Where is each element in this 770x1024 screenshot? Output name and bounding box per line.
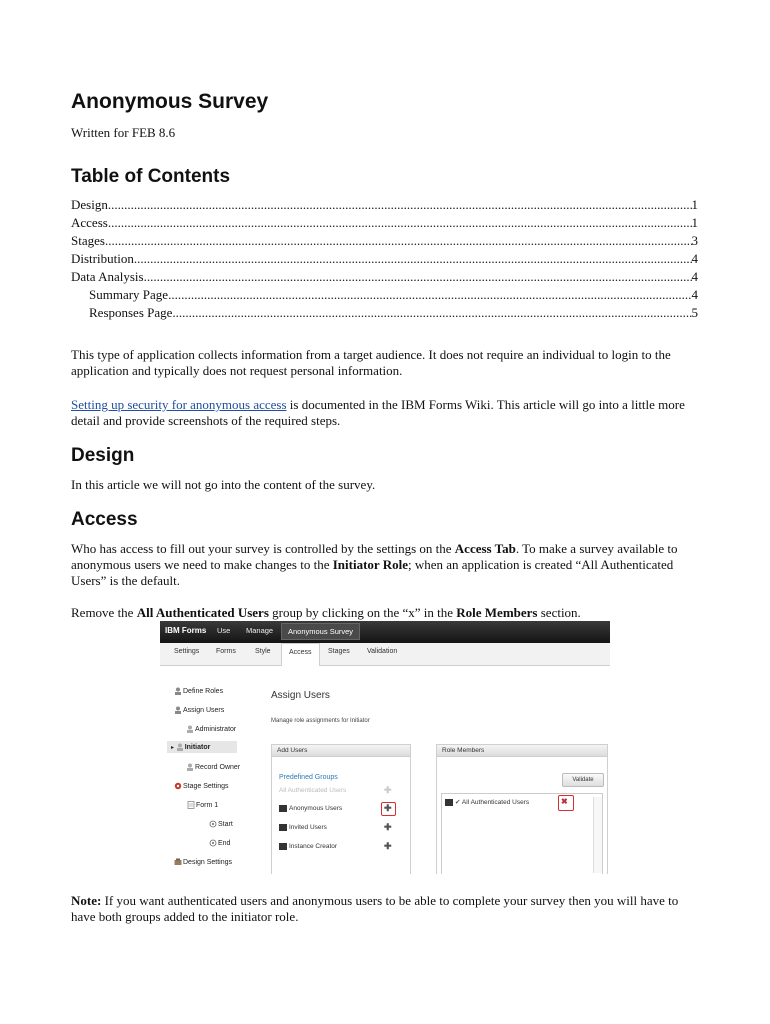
predefined-groups-heading: Predefined Groups xyxy=(279,774,338,781)
security-paragraph xyxy=(71,397,706,429)
nav-anonymous-survey[interactable]: Anonymous Survey xyxy=(281,623,360,640)
note-text: If you want authenticated users and anonymous users to be able to complete your survey then you will have to have both groups added to the initiator role. xyxy=(71,893,679,924)
toc-page-number: 3 xyxy=(691,233,698,248)
tab-stages[interactable]: Stages xyxy=(328,648,350,655)
toc-label: Design xyxy=(71,197,108,212)
toc-entry[interactable] xyxy=(71,305,698,323)
nav-design-settings[interactable]: Design Settings xyxy=(174,858,232,866)
access-text-1: Who has access to fill out your survey is controlled by the settings on the xyxy=(71,541,455,556)
toc-entry[interactable] xyxy=(71,233,698,251)
nav-initiator[interactable]: ▸ Initiator xyxy=(167,741,237,753)
scrollbar[interactable] xyxy=(593,797,602,873)
tab-bar xyxy=(160,643,610,666)
toc-label: Stages xyxy=(71,233,105,248)
ibm-forms-logo: IBM Forms xyxy=(165,626,207,635)
anonymous-access-link[interactable]: Setting up security for anonymous access xyxy=(71,397,287,412)
toc-heading: Table of Contents xyxy=(71,166,231,187)
note-paragraph xyxy=(71,893,706,925)
toc-page-number: 4 xyxy=(691,251,698,266)
group-all-authenticated: All Authenticated Users xyxy=(279,787,347,794)
access-paragraph xyxy=(71,541,706,589)
form-icon xyxy=(187,801,195,809)
expand-arrow-icon: ▸ xyxy=(171,744,176,751)
check-icon: ✔ xyxy=(455,799,462,806)
toc-label: Summary Page xyxy=(89,287,169,302)
tab-settings[interactable]: Settings xyxy=(174,648,200,655)
role-members-header: Role Members xyxy=(437,745,607,757)
toc-page-number: 1 xyxy=(691,215,698,230)
toc-entry[interactable] xyxy=(71,287,698,305)
toc-label: Responses Page xyxy=(89,305,173,320)
toc-leader xyxy=(105,233,692,249)
stage-icon xyxy=(209,820,217,828)
toc-entry[interactable] xyxy=(71,215,698,233)
access-tab-screenshot xyxy=(160,621,610,874)
access-text-2: . To make a survey available to anonymous users we need to make changes to the xyxy=(71,541,678,572)
remove-text-2: group by clicking on the “x” in the xyxy=(268,605,457,620)
toc-leader xyxy=(144,269,692,285)
remove-member-icon[interactable]: ✖ xyxy=(561,797,568,806)
add-anonymous-button[interactable]: ✚ xyxy=(384,803,392,813)
tab-validation[interactable]: Validation xyxy=(367,648,398,655)
toc-leader xyxy=(134,251,692,267)
document-subtitle: Written for FEB 8.6 xyxy=(71,125,176,140)
member-all-authenticated: ✔ All Authenticated Users xyxy=(445,798,529,806)
nav-manage[interactable]: Manage xyxy=(246,626,274,635)
user-icon xyxy=(176,743,184,751)
group-icon xyxy=(445,799,453,806)
toc-label: Distribution xyxy=(71,251,134,266)
security-paragraph-text: is documented in the IBM Forms Wiki. This article will go into a little more detail and provide screenshots of the required steps. xyxy=(71,397,685,428)
group-icon xyxy=(279,843,287,850)
toc-entry[interactable] xyxy=(71,251,698,269)
group-anonymous-users: Anonymous Users xyxy=(279,805,342,812)
nav-form-1[interactable]: Form 1 xyxy=(187,801,218,809)
initiator-role-bold: Initiator Role xyxy=(332,557,408,572)
toc-entry[interactable] xyxy=(71,269,698,287)
nav-assign-users[interactable]: Assign Users xyxy=(174,706,224,714)
tab-access[interactable]: Access xyxy=(281,643,320,666)
group-icon xyxy=(279,824,287,831)
note-label: Note: xyxy=(71,893,102,908)
nav-define-roles[interactable]: Define Roles xyxy=(174,687,223,695)
design-heading: Design xyxy=(71,445,135,466)
add-instance-creator-button[interactable]: ✚ xyxy=(384,841,392,851)
validate-button[interactable]: Validate xyxy=(562,773,604,787)
users-icon xyxy=(174,706,182,714)
remove-text-3: section. xyxy=(537,605,581,620)
toc-page-number: 5 xyxy=(691,305,698,320)
intro-paragraph: This type of application collects information from a target audience. It does not require an individual to login to the application and typically does not request personal information. xyxy=(71,347,671,378)
add-disabled-icon: ✚ xyxy=(384,785,392,795)
toc-label: Access xyxy=(71,215,108,230)
toc-label: Data Analysis xyxy=(71,269,144,284)
toc-leader xyxy=(108,215,692,231)
user-icon xyxy=(186,725,194,733)
tab-forms[interactable]: Forms xyxy=(216,648,236,655)
remove-paragraph xyxy=(71,605,706,621)
nav-stage-settings[interactable]: Stage Settings xyxy=(174,782,229,790)
group-icon xyxy=(279,805,287,812)
access-text-3: ; when an application is created “All Authenticated Users” is the default. xyxy=(71,557,674,588)
toc-leader xyxy=(168,287,691,303)
stage-icon xyxy=(209,839,217,847)
group-invited-users: Invited Users xyxy=(279,824,327,831)
nav-end[interactable]: End xyxy=(209,839,230,847)
toc-entry[interactable] xyxy=(71,197,698,215)
gear-icon xyxy=(174,782,182,790)
toc-leader xyxy=(108,197,692,213)
app-header xyxy=(160,621,610,643)
toc-page-number: 4 xyxy=(691,287,698,302)
table-of-contents xyxy=(71,197,698,323)
tab-style[interactable]: Style xyxy=(255,648,271,655)
role-members-bold: Role Members xyxy=(456,605,538,620)
design-paragraph: In this article we will not go into the content of the survey. xyxy=(71,477,376,492)
add-users-header: Add Users xyxy=(272,745,410,757)
document-title: Anonymous Survey xyxy=(71,90,269,113)
nav-start[interactable]: Start xyxy=(209,820,233,828)
access-tab-bold: Access Tab xyxy=(454,541,516,556)
nav-record-owner[interactable]: Record Owner xyxy=(186,763,240,771)
remove-text-1: Remove the xyxy=(71,605,137,620)
roles-icon xyxy=(174,687,182,695)
nav-administrator[interactable]: Administrator xyxy=(186,725,236,733)
page-title: Assign Users xyxy=(271,690,330,701)
design-icon xyxy=(174,858,182,866)
access-heading: Access xyxy=(71,509,138,530)
nav-use[interactable]: Use xyxy=(217,626,231,635)
add-invited-button[interactable]: ✚ xyxy=(384,822,392,832)
toc-leader xyxy=(172,305,691,321)
page-subtitle: Manage role assignments for Initiator xyxy=(271,718,370,724)
all-authenticated-bold: All Authenticated Users xyxy=(136,605,269,620)
user-icon xyxy=(186,763,194,771)
toc-page-number: 4 xyxy=(691,269,698,284)
toc-page-number: 1 xyxy=(691,197,698,212)
group-instance-creator: Instance Creator xyxy=(279,843,337,850)
